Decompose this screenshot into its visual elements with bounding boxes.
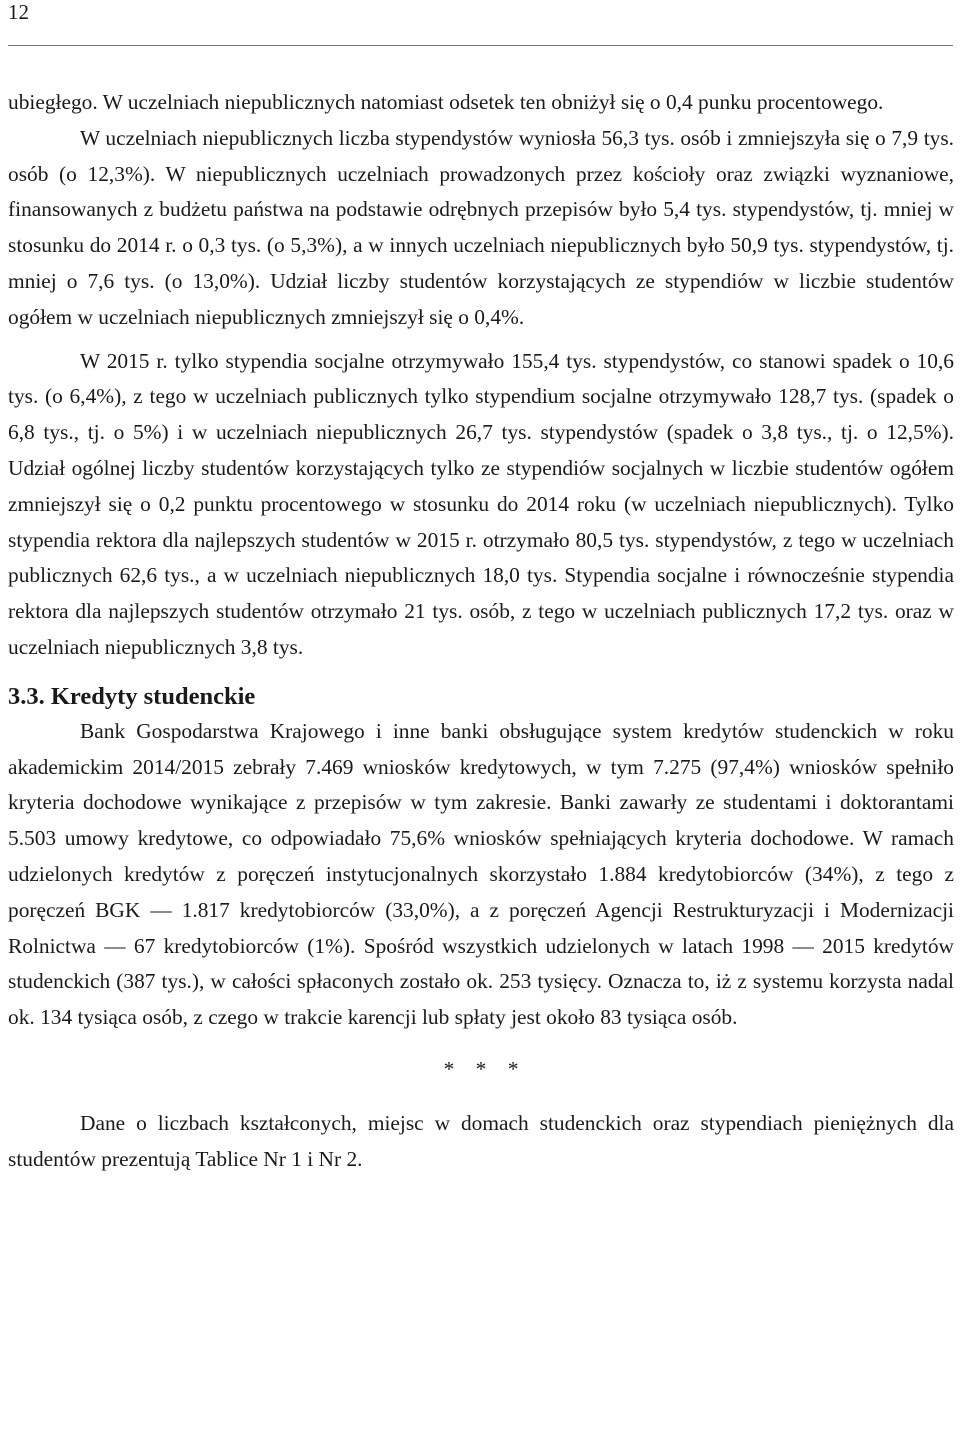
paragraph-1: ubiegłego. W uczelniach niepublicznych natomiast odsetek ten obniżył się o 0,4 punku procentowego. <box>8 90 884 114</box>
paragraph-5: Dane o liczbach kształconych, miejsc w domach studenckich oraz stypendiach pieniężnych dla studentów prezentują Tablice Nr 1 i Nr 2. <box>8 1110 954 1171</box>
paragraph-2: W uczelniach niepublicznych liczba stypendystów wyniosła 56,3 tys. osób i zmniejszyła się o 7,9 tys. osób (o 12,3%). W niepublicznych uczelniach prowadzonych przez kościoły oraz związki wyznaniowe, finansowanych z budżetu państwa na podstawie odrębnych przepisów było 5,4 tys. stypendystów, tj. mniej w stosunku do 2014 r. o 0,3 tys. (o 5,3%), a w innych uczelniach niepublicznych było 50,9 tys. stypendystów, tj. mniej o 7,6 tys. (o 13,0%). Udział liczby studentów korzystających ze stypendiów w liczbie studentów ogółem w uczelniach niepublicznych zmniejszył się o 0,4%. <box>8 125 954 329</box>
header-rule <box>8 45 953 46</box>
section-heading: 3.3. Kredyty studenckie <box>8 682 256 710</box>
document-body <box>8 85 954 1177</box>
paragraph-4: Bank Gospodarstwa Krajowego i inne banki obsługujące system kredytów studenckich w roku akademickim 2014/2015 zebrały 7.469 wniosków kredytowych, w tym 7.275 (97,4%) wniosków spełniło kryteria dochodowe wynikające z przepisów w tym zakresie. Banki zawarły ze studentami i doktorantami 5.503 umowy kredytowe, co odpowiadało 75,6% wniosków spełniających kryteria dochodowe. W ramach udzielonych kredytów z poręczeń instytucjonalnych skorzystało 1.884 kredytobiorców (34%), z tego z poręczeń BGK — 1.817 kredytobiorców (33,0%), a z poręczeń Agencji Restrukturyzacji i Modernizacji Rolnictwa — 67 kredytobiorców (1%). Spośród wszystkich udzielonych w latach 1998 — 2015 kredytów studenckich (387 tys.), w całości spłaconych zostało ok. 253 tysięcy. Oznacza to, iż z systemu korzysta nadal ok. 134 tysiąca osób, z czego w trakcie karencji lub spłaty jest około 83 tysiąca osób. <box>8 718 954 1030</box>
section-separator: * * * <box>443 1056 527 1081</box>
page-number: 12 <box>8 0 29 24</box>
paragraph-3: W 2015 r. tylko stypendia socjalne otrzymywało 155,4 tys. stypendystów, co stanowi spadek o 10,6 tys. (o 6,4%), z tego w uczelniach publicznych tylko stypendium socjalne otrzymywało 128,7 tys. (spadek o 6,8 tys., tj. o 5%) i w uczelniach niepublicznych 26,7 tys. stypendystów (spadek o 3,8 tys., tj. o 12,5%). Udział ogólnej liczby studentów korzystających tylko ze stypendiów socjalnych w liczbie studentów ogółem zmniejszył się o 0,2 punktu procentowego w stosunku do 2014 roku (w uczelniach niepublicznych). Tylko stypendia rektora dla najlepszych studentów w 2015 r. otrzymało 80,5 tys. stypendystów, z tego w uczelniach publicznych 62,6 tys., a w uczelniach niepublicznych 18,0 tys. Stypendia socjalne i równocześnie stypendia rektora dla najlepszych studentów otrzymało 21 tys. osób, z tego w uczelniach publicznych 17,2 tys. oraz w uczelniach niepublicznych 3,8 tys. <box>8 348 954 659</box>
